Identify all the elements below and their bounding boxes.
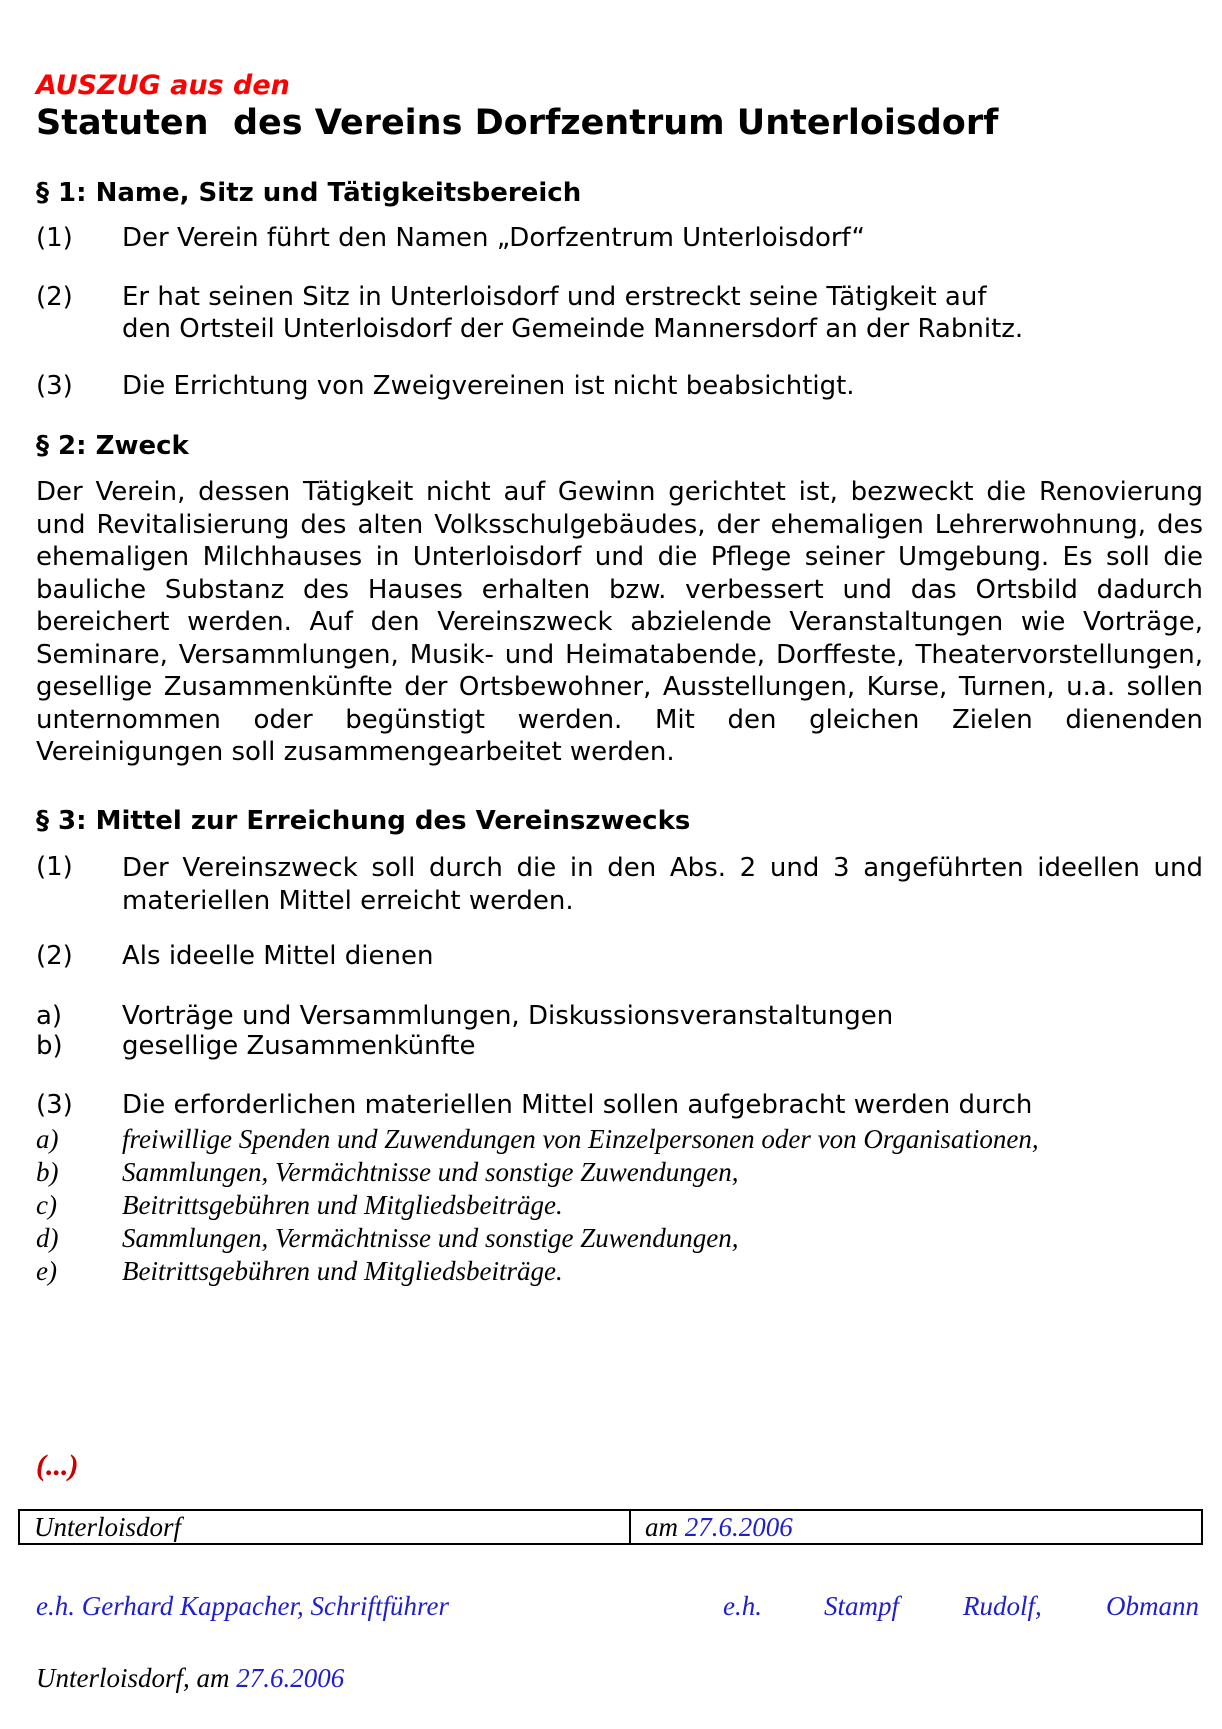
document-title: Statuten des Vereins Dorfzentrum Unterloisdorf: [36, 103, 999, 143]
section1-item3-text: Die Errichtung von Zweigvereinen ist nicht beabsichtigt.: [122, 371, 855, 401]
ideal-means-a-text: Vorträge und Versammlungen, Diskussionsveranstaltungen: [122, 1001, 894, 1031]
signer-chair-role: Obmann: [1106, 1591, 1199, 1621]
table-date-value: 27.6.2006: [684, 1512, 793, 1542]
table-date-cell: [631, 1511, 793, 1543]
signer-chair-firstname: Rudolf,: [963, 1591, 1042, 1621]
section3-item2-number: (2): [36, 941, 73, 971]
material-means-e-text: Beitrittsgebühren und Mitgliedsbeiträge.: [122, 1256, 563, 1286]
material-means-c-text: Beitrittsgebühren und Mitgliedsbeiträge.: [122, 1190, 563, 1220]
section1-item3-number: (3): [36, 371, 73, 401]
section1-item1-number: (1): [36, 223, 73, 253]
table-place-cell: Unterloisdorf: [20, 1511, 631, 1543]
material-means-b-label: b): [36, 1157, 59, 1187]
place-date-table: [18, 1509, 1203, 1545]
section2-paragraph: Der Verein, dessen Tätigkeit nicht auf Gewinn gerichtet ist, bezweckt die Renovierung und Revitalisierung des alten Volksschulgebäudes, der ehemaligen Lehrerwohnung, des ehemaligen Milchhauses in Unterloisdorf und die Pflege seiner Umgebung. Es soll die bauliche Substanz des Hauses erhalten bzw. verbessert und das Ortsbild dadurch bereichert werden. Auf den Vereinszweck abzielende Veranstaltungen wie Vorträge, Seminare, Versammlungen, Musik- und Heimatabende, Dorffeste, Theatervorstellungen, gesellige Zusammenkünfte der Ortsbewohner, Ausstellungen, Kurse, Turnen, u.a. sollen unternommen oder begünstigt werden. Mit den gleichen Zielen dienenden Vereinigungen soll zusammengearbeitet werden.: [36, 477, 1203, 767]
omission-marker: (...): [36, 1449, 79, 1482]
ideal-means-b-text: gesellige Zusammenkünfte: [122, 1031, 476, 1061]
section1-heading: § 1: Name, Sitz und Tätigkeitsbereich: [36, 178, 582, 208]
section1-item2-line1: Er hat seinen Sitz in Unterloisdorf und erstreckt seine Tätigkeit auf: [122, 282, 987, 312]
section1-item2-line2: den Ortsteil Unterloisdorf der Gemeinde Mannersdorf an der Rabnitz.: [122, 314, 1024, 344]
material-means-d-text: Sammlungen, Vermächtnisse und sonstige Zuwendungen,: [122, 1223, 739, 1253]
section1-item2-number: (2): [36, 282, 73, 312]
material-means-e-label: e): [36, 1256, 57, 1286]
table-am-label: am: [645, 1512, 678, 1542]
section3-item3-number: (3): [36, 1090, 73, 1120]
material-means-d-label: d): [36, 1223, 59, 1253]
section3-item3-text: Die erforderlichen materiellen Mittel sollen aufgebracht werden durch: [122, 1090, 1033, 1120]
signer-chair-surname: Stampf: [824, 1591, 900, 1621]
signer-chair-eh: e.h.: [723, 1591, 762, 1621]
section2-heading: § 2: Zweck: [36, 431, 189, 461]
section3-item2-text: Als ideelle Mittel dienen: [122, 941, 434, 971]
material-means-c-label: c): [36, 1190, 57, 1220]
ideal-means-a-label: a): [36, 1001, 63, 1031]
excerpt-label: AUSZUG aus den: [36, 70, 290, 101]
section3-heading: § 3: Mittel zur Erreichung des Vereinszwecks: [36, 806, 691, 836]
section1-item1-text: Der Verein führt den Namen „Dorfzentrum Unterloisdorf“: [122, 223, 865, 253]
material-means-b-text: Sammlungen, Vermächtnisse und sonstige Zuwendungen,: [122, 1157, 739, 1187]
closing-place: Unterloisdorf, am: [36, 1663, 230, 1693]
signer-secretary: e.h. Gerhard Kappacher, Schriftführer: [36, 1591, 449, 1621]
material-means-a-label: a): [36, 1124, 59, 1154]
material-means-a-text: freiwillige Spenden und Zuwendungen von Einzelpersonen oder von Organisationen,: [122, 1124, 1039, 1154]
section3-item1-number: (1): [36, 852, 73, 882]
closing-date: 27.6.2006: [236, 1663, 345, 1693]
ideal-means-b-label: b): [36, 1031, 63, 1061]
section3-item1-text: Der Vereinszweck soll durch die in den Abs. 2 und 3 angeführten ideellen und materiellen Mittel erreicht werden.: [122, 853, 1203, 916]
closing-place-date: [36, 1663, 344, 1694]
